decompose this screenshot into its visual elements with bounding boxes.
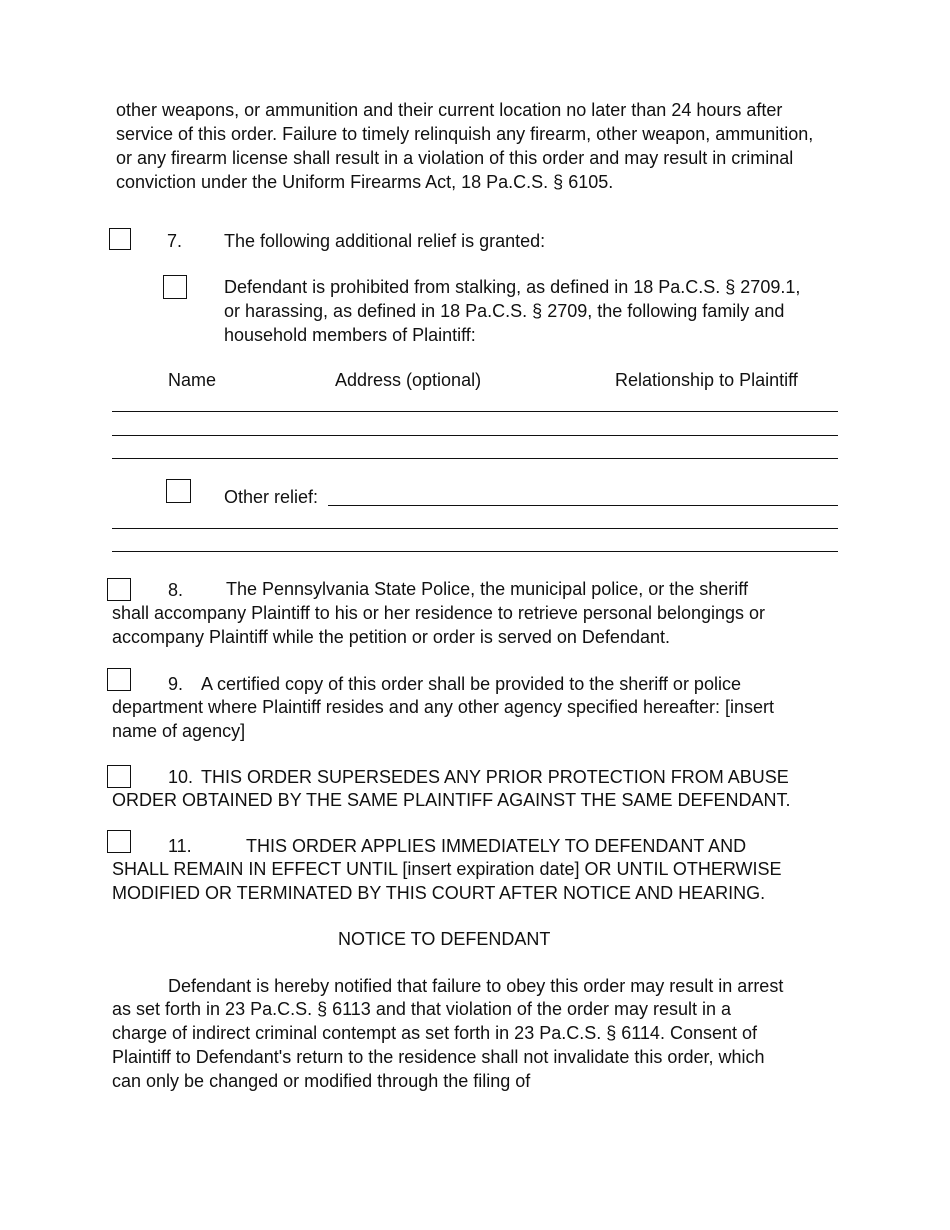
other-relief-line[interactable] <box>328 505 838 506</box>
notice-heading: NOTICE TO DEFENDANT <box>338 929 551 949</box>
item9-paragraph <box>112 695 774 743</box>
item8-line: The Pennsylvania State Police, the municipal police, or the sheriff <box>226 579 748 599</box>
notice-line: Defendant is hereby notified that failure to obey this order may result in arrest <box>168 976 784 996</box>
notice-line: charge of indirect criminal contempt as set forth in 23 Pa.C.S. § 6114. Consent of <box>112 1023 758 1043</box>
item11-line: SHALL REMAIN IN EFFECT UNTIL [insert expiration date] OR UNTIL OTHERWISE <box>112 859 782 879</box>
column-header-relationship: Relationship to Plaintiff <box>615 370 798 390</box>
item7-number: 7. <box>167 231 183 251</box>
item8-number: 8. <box>168 580 184 600</box>
other-relief-line[interactable] <box>112 528 838 529</box>
item10-line: ORDER OBTAINED BY THE SAME PLAINTIFF AGAINST THE SAME DEFENDANT. <box>112 790 791 810</box>
item10-number: 10. <box>168 767 194 787</box>
notice-line: Plaintiff to Defendant's return to the residence shall not invalidate this order, which <box>112 1047 765 1067</box>
stalking-line: or harassing, as defined in 18 Pa.C.S. § 2709, the following family and <box>224 301 785 321</box>
table-row-line[interactable] <box>112 458 838 459</box>
item8-line: shall accompany Plaintiff to his or her residence to retrieve personal belongings or <box>112 603 766 623</box>
item10-checkbox[interactable] <box>107 765 131 788</box>
notice-line: can only be changed or modified through the filing of <box>112 1071 531 1091</box>
item10-line: THIS ORDER SUPERSEDES ANY PRIOR PROTECTION FROM ABUSE <box>201 767 789 787</box>
intro-line: other weapons, or ammunition and their current location no later than 24 hours after <box>116 100 783 120</box>
item7-text: The following additional relief is granted: <box>224 231 546 251</box>
stalking-line: household members of Plaintiff: <box>224 325 476 345</box>
item9-line: name of agency] <box>112 721 246 741</box>
item11-number: 11. <box>168 836 192 856</box>
item8-checkbox[interactable] <box>107 578 131 601</box>
item11-paragraph <box>112 857 782 905</box>
intro-line: or any firearm license shall result in a violation of this order and may result in criminal <box>116 148 794 168</box>
table-row-line[interactable] <box>112 435 838 436</box>
item7-checkbox[interactable] <box>109 228 131 250</box>
stalking-line: Defendant is prohibited from stalking, as defined in 18 Pa.C.S. § 2709.1, <box>224 277 801 297</box>
other-relief-checkbox[interactable] <box>166 479 191 503</box>
stalking-checkbox[interactable] <box>163 275 187 299</box>
column-header-name: Name <box>168 370 217 390</box>
stalking-paragraph <box>224 275 800 347</box>
intro-line: service of this order. Failure to timely relinquish any firearm, other weapon, ammunition, <box>116 124 814 144</box>
item9-line: A certified copy of this order shall be provided to the sheriff or police <box>201 674 741 694</box>
item8-paragraph <box>112 601 765 649</box>
notice-paragraph <box>112 997 764 1093</box>
intro-line: conviction under the Uniform Firearms Act, 18 Pa.C.S. § 6105. <box>116 172 614 192</box>
other-relief-label: Other relief: <box>224 487 319 507</box>
intro-paragraph <box>116 98 813 194</box>
item9-line: department where Plaintiff resides and any other agency specified hereafter: [insert <box>112 697 775 717</box>
column-header-address: Address (optional) <box>335 370 482 390</box>
item11-line: THIS ORDER APPLIES IMMEDIATELY TO DEFENDANT AND <box>246 836 747 856</box>
other-relief-line[interactable] <box>112 551 838 552</box>
table-row-line[interactable] <box>112 411 838 412</box>
item8-line: accompany Plaintiff while the petition or order is served on Defendant. <box>112 627 670 647</box>
notice-line: as set forth in 23 Pa.C.S. § 6113 and that violation of the order may result in a <box>112 999 732 1019</box>
item9-number: 9. <box>168 674 184 694</box>
item11-line: MODIFIED OR TERMINATED BY THIS COURT AFTER NOTICE AND HEARING. <box>112 883 766 903</box>
item9-checkbox[interactable] <box>107 668 131 691</box>
item11-checkbox[interactable] <box>107 830 131 853</box>
